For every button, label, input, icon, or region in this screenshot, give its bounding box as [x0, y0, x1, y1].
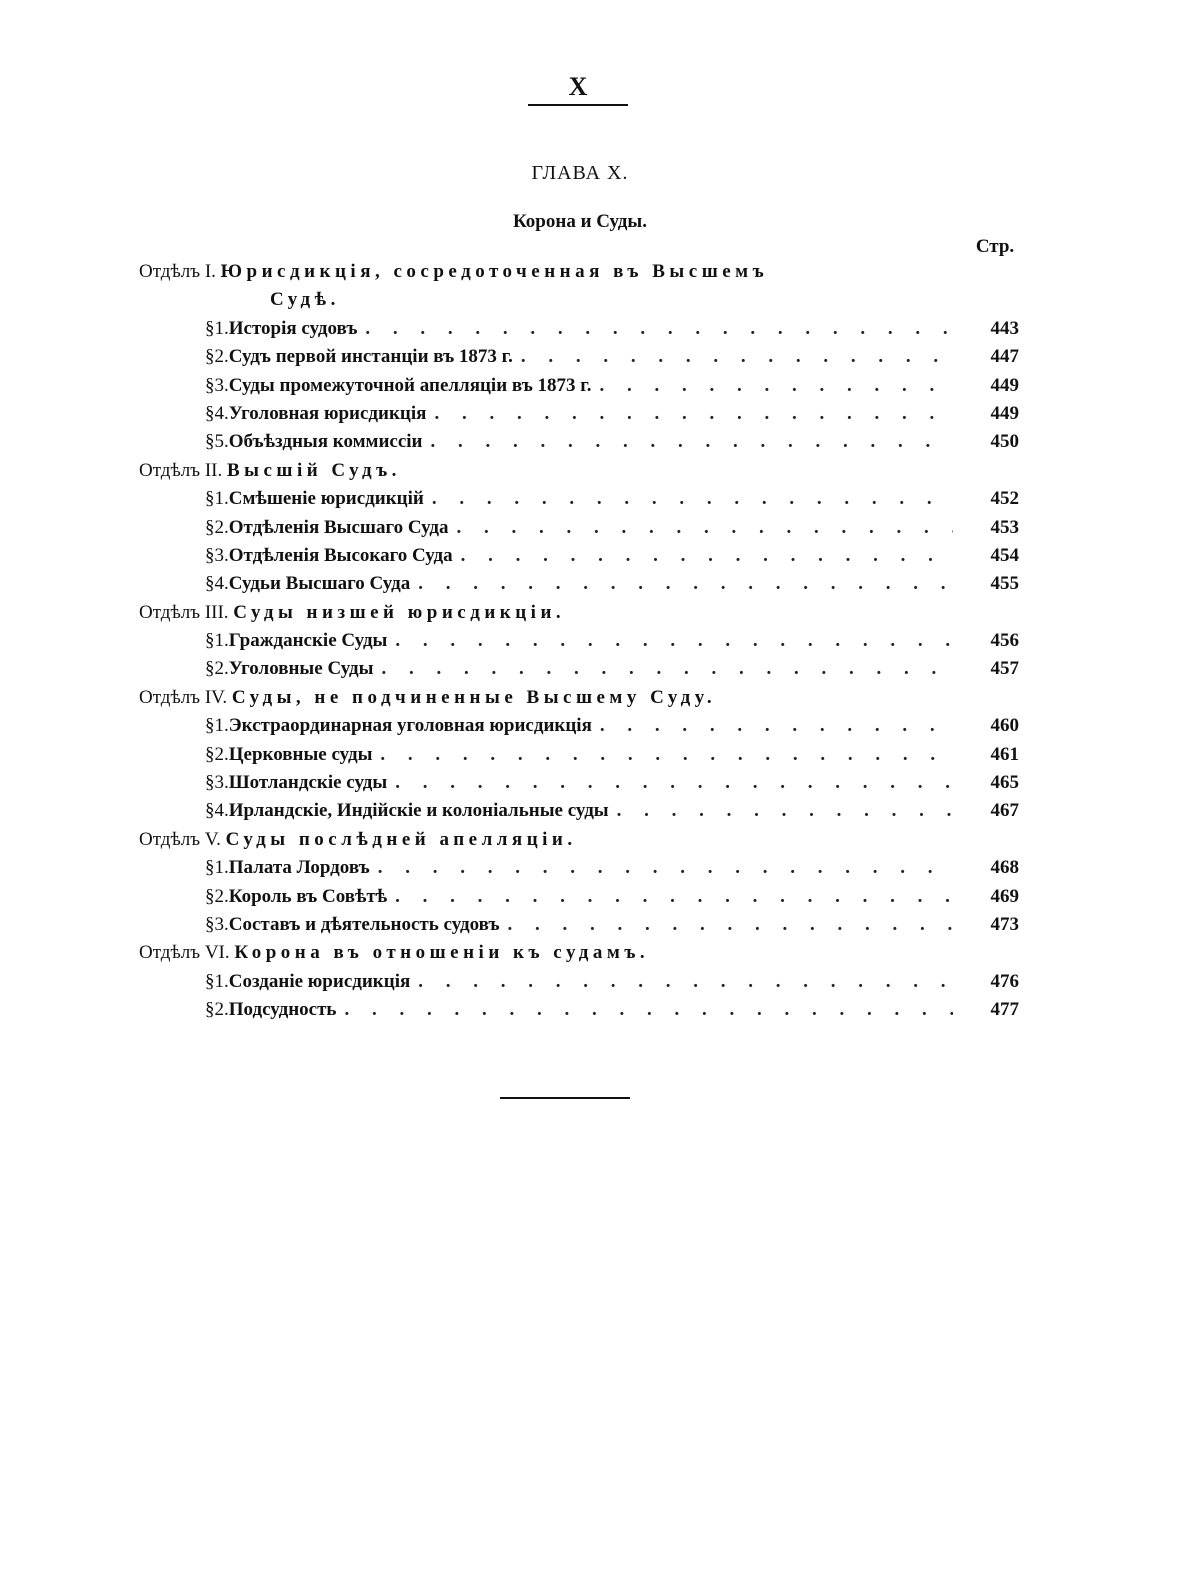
entry-page-number: 460: [990, 715, 1019, 737]
entry-page-number: 452: [990, 488, 1019, 510]
entry-page-number: 473: [990, 913, 1019, 935]
toc-entry: [139, 428, 1019, 456]
toc-entry: [139, 514, 1019, 542]
entry-page-number: 467: [990, 800, 1019, 822]
toc-entry: [139, 996, 1019, 1024]
entry-number: 2.: [214, 516, 229, 538]
paragraph-sign: §: [205, 573, 215, 595]
paragraph-sign: §: [205, 999, 215, 1021]
toc-entry: [139, 655, 1019, 683]
section-prefix: Отдѣлъ IV.: [139, 686, 228, 708]
dot-leader: [380, 741, 953, 769]
entry-number: 1.: [214, 630, 229, 652]
entry-page-number: 457: [990, 658, 1019, 680]
entry-title: Исторія судовъ: [228, 317, 358, 339]
paragraph-sign: §: [205, 630, 215, 652]
dot-leader: [600, 712, 953, 740]
section-heading: [139, 826, 1019, 854]
section-prefix: Отдѣлъ VI.: [139, 942, 230, 964]
paragraph-sign: §: [205, 857, 215, 879]
paragraph-sign: §: [205, 913, 215, 935]
entry-page-number: 450: [990, 431, 1019, 453]
entry-page-number: 477: [990, 999, 1019, 1021]
toc-entry: [139, 797, 1019, 825]
entry-title: Судьи Высшаго Суда: [228, 573, 411, 595]
toc-entry: [139, 372, 1019, 400]
entry-page-number: 461: [990, 743, 1019, 765]
paragraph-sign: §: [205, 772, 215, 794]
paragraph-sign: §: [205, 317, 215, 339]
section-title: Суды послѣдней апелляціи.: [225, 828, 577, 850]
entry-number: 4.: [214, 573, 229, 595]
dot-leader: [617, 797, 953, 825]
page-number-underline: [528, 104, 628, 106]
entry-title: Составъ и дѣятельность судовъ: [228, 913, 500, 935]
section-title: Суды низшей юрисдикціи.: [233, 601, 566, 623]
entry-page-number: 449: [990, 402, 1019, 424]
toc-entry: [139, 769, 1019, 797]
entry-number: 3.: [214, 544, 229, 566]
entry-number: 2.: [214, 658, 229, 680]
toc-entry: [139, 570, 1019, 598]
section-heading: [139, 258, 1019, 286]
entry-number: 1.: [214, 970, 229, 992]
section-prefix: Отдѣлъ III.: [139, 601, 229, 623]
paragraph-sign: §: [205, 374, 215, 396]
section-prefix: Отдѣлъ II.: [139, 459, 223, 481]
paragraph-sign: §: [205, 970, 215, 992]
entry-number: 1.: [214, 715, 229, 737]
entry-number: 4.: [214, 402, 229, 424]
dot-leader: [457, 514, 953, 542]
paragraph-sign: §: [205, 516, 215, 538]
dot-leader: [378, 854, 953, 882]
toc-entry: [139, 315, 1019, 343]
toc-entry: [139, 400, 1019, 428]
section-prefix: Отдѣлъ V.: [139, 828, 221, 850]
toc-entry: [139, 911, 1019, 939]
entry-number: 2.: [214, 346, 229, 368]
chapter-title: ГЛАВА X.: [531, 162, 629, 184]
entry-page-number: 456: [990, 630, 1019, 652]
entry-title: Отдѣленія Высшаго Суда: [228, 516, 449, 538]
entry-page-number: 443: [990, 317, 1019, 339]
paragraph-sign: §: [205, 658, 215, 680]
toc-entry: [139, 542, 1019, 570]
entry-title: Уголовная юрисдикція: [228, 402, 427, 424]
toc-entry: [139, 712, 1019, 740]
entry-title: Объѣздныя коммиссіи: [228, 431, 423, 453]
toc-entry: [139, 741, 1019, 769]
entry-number: 2.: [214, 885, 229, 907]
paragraph-sign: §: [205, 431, 215, 453]
entry-number: 3.: [214, 374, 229, 396]
entry-page-number: 476: [990, 970, 1019, 992]
dot-leader: [418, 570, 953, 598]
entry-number: 4.: [214, 800, 229, 822]
section-title: Юрисдикція, сосредоточенная въ Высшемъ: [220, 261, 769, 282]
paragraph-sign: §: [205, 402, 215, 424]
entry-title: Церковные суды: [228, 743, 373, 765]
section-title: Высшій Судъ.: [226, 459, 401, 481]
toc-entry: [139, 485, 1019, 513]
entry-number: 1.: [214, 317, 229, 339]
section-heading: [139, 599, 1019, 627]
entry-title: Судъ первой инстанціи въ 1873 г.: [228, 346, 513, 368]
entry-number: 2.: [214, 743, 229, 765]
section-heading: [139, 939, 1019, 967]
dot-leader: [344, 996, 953, 1024]
paragraph-sign: §: [205, 885, 215, 907]
entry-title: Отдѣленія Высокаго Суда: [228, 544, 453, 566]
closing-rule: [500, 1097, 630, 1099]
entry-title: Гражданскіе Суды: [228, 630, 388, 652]
entry-page-number: 453: [990, 516, 1019, 538]
entry-title: Уголовные Суды: [228, 658, 374, 680]
dot-leader: [508, 911, 953, 939]
table-of-contents: [139, 258, 1019, 1025]
toc-entry: [139, 883, 1019, 911]
chapter-subtitle: Корона и Суды.: [512, 211, 648, 232]
entry-page-number: 469: [990, 885, 1019, 907]
dot-leader: [395, 627, 953, 655]
section-title-continuation-text: Судѣ.: [270, 289, 340, 311]
entry-number: 2.: [214, 999, 229, 1021]
paragraph-sign: §: [205, 346, 215, 368]
entry-title: Суды промежуточной апелляціи въ 1873 г.: [228, 374, 592, 396]
section-heading: [139, 684, 1019, 712]
dot-leader: [395, 883, 953, 911]
paragraph-sign: §: [205, 743, 215, 765]
section-heading: [139, 457, 1019, 485]
entry-page-number: 447: [990, 346, 1019, 368]
entry-page-number: 468: [990, 857, 1019, 879]
entry-number: 1.: [214, 857, 229, 879]
section-prefix: Отдѣлъ I.: [139, 261, 216, 282]
dot-leader: [381, 655, 953, 683]
toc-entry: [139, 343, 1019, 371]
dot-leader: [365, 315, 953, 343]
dot-leader: [521, 343, 953, 371]
entry-number: 5.: [214, 431, 229, 453]
section-title: Корона въ отношеніи къ судамъ.: [234, 942, 650, 964]
entry-page-number: 454: [990, 544, 1019, 566]
dot-leader: [434, 400, 953, 428]
entry-page-number: 449: [990, 374, 1019, 396]
entry-number: 3.: [214, 772, 229, 794]
paragraph-sign: §: [205, 800, 215, 822]
page-column-header: Стр.: [975, 236, 1015, 257]
page-number: X: [568, 72, 588, 101]
entry-title: Подсудность: [228, 999, 337, 1021]
entry-title: Ирландскіе, Индійскіе и колоніальные суды: [228, 800, 609, 822]
entry-page-number: 455: [990, 573, 1019, 595]
section-title-continuation: [139, 286, 1019, 314]
entry-title: Созданіе юрисдикція: [228, 970, 411, 992]
entry-title: Король въ Совѣтѣ: [228, 885, 388, 907]
dot-leader: [600, 372, 953, 400]
paragraph-sign: §: [205, 715, 215, 737]
toc-entry: [139, 627, 1019, 655]
entry-title: Шотландскіе суды: [228, 772, 388, 794]
paragraph-sign: §: [205, 488, 215, 510]
entry-title: Палата Лордовъ: [228, 857, 370, 879]
dot-leader: [395, 769, 953, 797]
entry-title: Смѣшеніе юрисдикцій: [228, 488, 424, 510]
entry-number: 3.: [214, 913, 229, 935]
dot-leader: [418, 968, 953, 996]
dot-leader: [431, 428, 953, 456]
entry-page-number: 465: [990, 772, 1019, 794]
section-title: Суды, не подчиненные Высшему Суду.: [231, 686, 717, 708]
entry-title: Экстраординарная уголовная юрисдикція: [228, 715, 592, 737]
paragraph-sign: §: [205, 544, 215, 566]
entry-number: 1.: [214, 488, 229, 510]
toc-entry: [139, 968, 1019, 996]
dot-leader: [461, 542, 953, 570]
toc-entry: [139, 854, 1019, 882]
dot-leader: [432, 485, 953, 513]
